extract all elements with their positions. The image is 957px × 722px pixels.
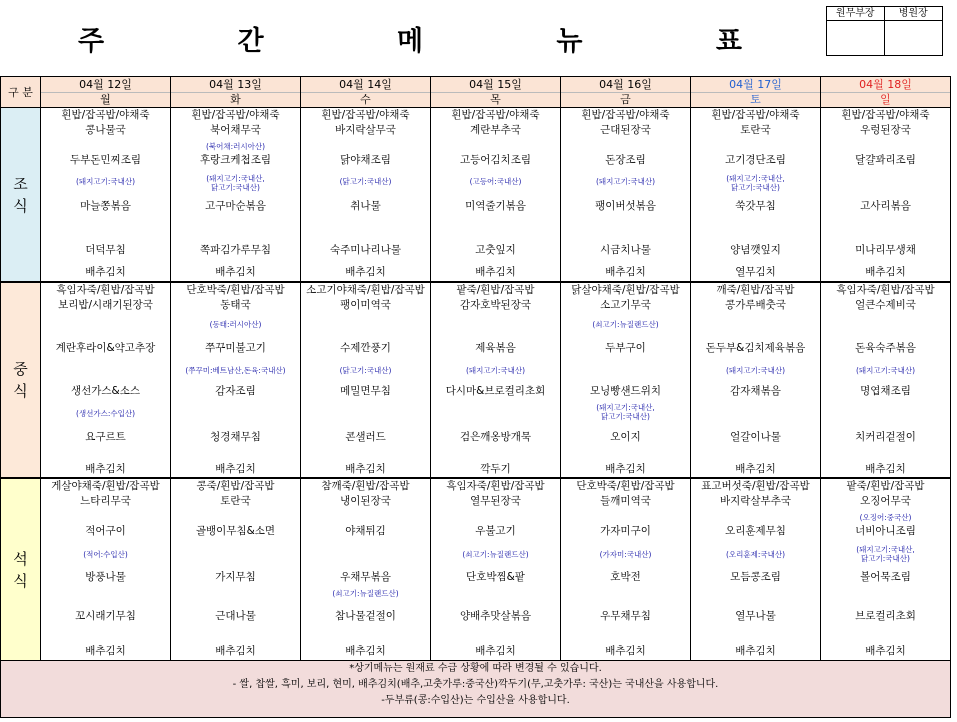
menu-item: 얼큰수제비국 <box>855 299 916 311</box>
day-weekday: 수 <box>360 93 371 106</box>
menu-item: 보리밥/시래기된장국 <box>58 299 153 311</box>
menu-item: 고춧잎지 <box>475 244 516 256</box>
menu-item: 메밀면무침 <box>340 385 391 397</box>
footer-row <box>1 661 951 718</box>
menu-item: 배추김치 <box>605 266 646 278</box>
menu-cell <box>691 108 821 283</box>
menu-item: 호박전 <box>610 571 641 583</box>
menu-item: 배추김치 <box>605 463 646 475</box>
day-weekday: 토 <box>750 93 761 106</box>
menu-item: 골뱅이무침&소면 <box>195 525 276 537</box>
menu-item: 얼갈이나물 <box>730 431 781 443</box>
menu-item: 돈두부&김치제육볶음 <box>705 342 806 354</box>
day-date: 04월 16일 <box>561 77 690 93</box>
meal-row <box>1 478 951 661</box>
menu-item: 후랑크케첩조림 <box>199 154 271 166</box>
menu-item: 가자미구이 <box>600 525 651 537</box>
menu-item: 양념깻잎지 <box>730 244 781 256</box>
menu-item: 생선가스&소스 <box>70 385 141 397</box>
menu-item: 열무김치 <box>735 266 776 278</box>
menu-item: 우채무볶음 <box>340 571 391 583</box>
menu-item: 냉이된장국 <box>340 495 391 507</box>
day-weekday: 화 <box>230 93 241 106</box>
menu-item: 바지락살부추국 <box>719 495 791 507</box>
menu-item: 흰밥/잡곡밥/야채죽 <box>711 109 800 121</box>
day-date: 04월 18일 <box>821 77 950 93</box>
day-header <box>691 77 821 108</box>
origin-note: (돼지고기:국내산) <box>595 177 656 186</box>
menu-item: 배추김치 <box>85 645 126 657</box>
menu-item: 야채튀김 <box>345 525 386 537</box>
day-date: 04월 17일 <box>691 77 820 93</box>
origin-note: (돼지고기:국내산, <box>726 174 785 183</box>
origin-note: (가자미:국내산) <box>599 550 652 559</box>
menu-cell <box>431 108 561 283</box>
day-header <box>821 77 951 108</box>
menu-cell <box>561 478 691 661</box>
page-title: 주 간 메 뉴 표 <box>77 25 804 57</box>
menu-item: 오리훈제무침 <box>725 525 786 537</box>
menu-item: 너비아니조림 <box>855 525 916 537</box>
day-header <box>561 77 691 108</box>
day-weekday: 목 <box>490 93 501 106</box>
menu-item: 열무된장국 <box>470 495 521 507</box>
menu-item: 수제깐풍기 <box>340 342 391 354</box>
menu-item: 우무채무침 <box>600 610 651 622</box>
menu-item: 흰밥/잡곡밥/야채죽 <box>581 109 670 121</box>
meal-label: 조 식 <box>1 108 41 283</box>
menu-item: 팥죽/흰밥/잡곡밥 <box>846 480 925 492</box>
menu-item: 바지락살무국 <box>335 124 396 136</box>
approval-sign-2 <box>885 21 943 55</box>
meal-label: 중 식 <box>1 282 41 478</box>
menu-item: 돈육숙주볶음 <box>855 342 916 354</box>
menu-item: 청경채무침 <box>210 431 261 443</box>
meal-row <box>1 108 951 283</box>
menu-item: 치커리겉절이 <box>855 431 916 443</box>
menu-cell <box>41 282 171 478</box>
menu-item: 제육볶음 <box>475 342 516 354</box>
menu-cell <box>171 108 301 283</box>
origin-note: 닭고기:국내산) <box>861 554 910 563</box>
origin-note: (쇠고기:뉴질랜드산) <box>592 320 659 329</box>
menu-item: 가지무침 <box>215 571 256 583</box>
menu-item: 흰밥/잡곡밥/야채죽 <box>451 109 540 121</box>
menu-item: 게살야채죽/흰밥/잡곡밥 <box>51 480 160 492</box>
footer-notes <box>1 661 951 718</box>
menu-item: 열무나물 <box>735 610 776 622</box>
menu-item: 단호박죽/흰밥/잡곡밥 <box>576 480 675 492</box>
menu-item: 북어채무국 <box>210 124 261 136</box>
menu-item: 배추김치 <box>735 463 776 475</box>
menu-item: 느타리무국 <box>80 495 131 507</box>
menu-cell <box>691 478 821 661</box>
menu-item: 다시마&브로컬리초회 <box>445 385 546 397</box>
menu-cell <box>561 108 691 283</box>
menu-item: 검은깨옹방개묵 <box>459 431 531 443</box>
menu-item: 토란국 <box>740 124 771 136</box>
menu-item: 모닝빵샌드위치 <box>589 385 661 397</box>
menu-cell <box>821 282 951 478</box>
menu-item: 배추김치 <box>215 645 256 657</box>
menu-item: 깍두기 <box>480 463 511 475</box>
menu-cell <box>691 282 821 478</box>
meal-label: 석 식 <box>1 478 41 661</box>
menu-item: 미역줄기볶음 <box>465 200 526 212</box>
menu-item: 소고기야채죽/흰밥/잡곡밥 <box>306 284 425 296</box>
menu-item: 달걀꽈리조림 <box>855 154 916 166</box>
menu-item: 배추김치 <box>345 266 386 278</box>
menu-cell <box>431 478 561 661</box>
meal-row <box>1 282 951 478</box>
weekly-menu-table <box>0 76 951 718</box>
approval-label-2: 병원장 <box>885 7 943 21</box>
origin-note: (북어채:러시아산) <box>205 142 266 151</box>
day-header <box>41 77 171 108</box>
menu-item: 닭살야채죽/흰밥/잡곡밥 <box>571 284 680 296</box>
menu-item: 계란후라이&약고추장 <box>55 342 156 354</box>
menu-item: 방풍나물 <box>85 571 126 583</box>
origin-note: (돼지고기:국내산) <box>75 177 136 186</box>
menu-item: 참깨죽/흰밥/잡곡밥 <box>321 480 410 492</box>
menu-item: 배추김치 <box>345 463 386 475</box>
menu-item: 감자조림 <box>215 385 256 397</box>
origin-note: 닭고기:국내산) <box>601 412 650 421</box>
menu-item: 명엽채조림 <box>860 385 911 397</box>
footer-note: - 쌀, 찹쌀, 흑미, 보리, 현미, 배추김치(배추,고춧가루:중국산)깍두기(무,고춧가루: 국산)는 국내산을 사용합니다. <box>232 679 719 690</box>
menu-item: 닭야채조림 <box>340 154 391 166</box>
menu-item: 흑임자죽/흰밥/잡곡밥 <box>446 480 545 492</box>
origin-note: (동태:러시아산) <box>209 320 262 329</box>
menu-item: 흰밥/잡곡밥/야채죽 <box>841 109 930 121</box>
menu-item: 콩나물국 <box>85 124 126 136</box>
origin-note: (쇠고기:뉴질랜드산) <box>332 589 399 598</box>
menu-item: 배추김치 <box>865 266 906 278</box>
menu-item: 감자채볶음 <box>730 385 781 397</box>
menu-item: 볼어묵조림 <box>860 571 911 583</box>
menu-item: 단호박죽/흰밥/잡곡밥 <box>186 284 285 296</box>
menu-item: 근대나물 <box>215 610 256 622</box>
menu-item: 오징어무국 <box>860 495 911 507</box>
menu-item: 감자호박된장국 <box>459 299 531 311</box>
day-header <box>431 77 561 108</box>
menu-item: 단호박찜&팥 <box>466 571 525 583</box>
day-header <box>171 77 301 108</box>
menu-item: 오이지 <box>610 431 641 443</box>
day-date: 04월 13일 <box>171 77 300 93</box>
menu-item: 팽이미역국 <box>340 299 391 311</box>
menu-item: 콩죽/흰밥/잡곡밥 <box>196 480 275 492</box>
day-date: 04월 14일 <box>301 77 430 93</box>
menu-item: 흰밥/잡곡밥/야채죽 <box>191 109 280 121</box>
origin-note: (생선가스:수입산) <box>75 409 136 418</box>
menu-cell <box>301 108 431 283</box>
menu-item: 돈장조림 <box>605 154 646 166</box>
menu-item: 배추김치 <box>605 645 646 657</box>
origin-note: (쭈꾸미:베트남산,돈육:국내산) <box>185 366 286 375</box>
origin-note: (오징어:중국산) <box>859 513 912 522</box>
menu-item: 고기경단조림 <box>725 154 786 166</box>
menu-item: 우렁된장국 <box>860 124 911 136</box>
menu-item: 마늘쫑볶음 <box>80 200 131 212</box>
menu-cell <box>171 478 301 661</box>
menu-item: 배추김치 <box>215 266 256 278</box>
menu-cell <box>41 478 171 661</box>
menu-cell <box>41 108 171 283</box>
footer-note: *상기메뉴는 원재료 수급 상황에 따라 변경될 수 있습니다. <box>349 663 602 674</box>
day-date: 04월 15일 <box>431 77 560 93</box>
origin-note: (닭고기:국내산) <box>339 177 392 186</box>
menu-item: 우불고기 <box>475 525 516 537</box>
header-row <box>1 77 951 108</box>
menu-item: 두부돈민찌조림 <box>69 154 141 166</box>
menu-item: 쑥갓무침 <box>735 200 776 212</box>
approval-label-1: 원무부장 <box>827 7 885 21</box>
day-weekday: 금 <box>620 93 631 106</box>
menu-cell <box>301 282 431 478</box>
menu-item: 흑임자죽/흰밥/잡곡밥 <box>56 284 155 296</box>
footer-note: -두부류(콩:수입산)는 수입산을 사용합니다. <box>381 695 570 706</box>
menu-item: 참나물겉절이 <box>335 610 396 622</box>
menu-item: 더덕무침 <box>85 244 126 256</box>
approval-sign-1 <box>827 21 885 55</box>
menu-item: 쭈꾸미불고기 <box>205 342 266 354</box>
menu-item: 시금치나물 <box>600 244 651 256</box>
menu-item: 요구르트 <box>85 431 126 443</box>
day-date: 04월 12일 <box>41 77 170 93</box>
menu-item: 동태국 <box>220 299 251 311</box>
origin-note: 닭고기:국내산) <box>731 183 780 192</box>
menu-item: 고등어김치조림 <box>459 154 531 166</box>
origin-note: (오리훈제:국내산) <box>725 550 786 559</box>
menu-item: 팥죽/흰밥/잡곡밥 <box>456 284 535 296</box>
menu-item: 깨죽/흰밥/잡곡밥 <box>716 284 795 296</box>
origin-note: (돼지고기:국내산, <box>206 174 265 183</box>
day-weekday: 일 <box>880 93 891 106</box>
menu-item: 적어구이 <box>85 525 126 537</box>
origin-note: (돼지고기:국내산, <box>596 403 655 412</box>
menu-item: 배추김치 <box>215 463 256 475</box>
menu-item: 꼬시래기무침 <box>75 610 136 622</box>
origin-note: 닭고기:국내산) <box>211 183 260 192</box>
menu-item: 계란부추국 <box>470 124 521 136</box>
menu-item: 배추김치 <box>475 645 516 657</box>
menu-item: 배추김치 <box>345 645 386 657</box>
day-header <box>301 77 431 108</box>
menu-cell <box>171 282 301 478</box>
menu-cell <box>301 478 431 661</box>
menu-item: 미나리무생채 <box>855 244 916 256</box>
origin-note: (돼지고기:국내산) <box>465 366 526 375</box>
menu-cell <box>821 478 951 661</box>
origin-note: (닭고기:국내산) <box>339 366 392 375</box>
menu-cell <box>431 282 561 478</box>
menu-item: 배추김치 <box>865 645 906 657</box>
menu-item: 콘샐러드 <box>345 431 386 443</box>
day-weekday: 월 <box>100 93 111 106</box>
menu-item: 두부구이 <box>605 342 646 354</box>
menu-cell <box>821 108 951 283</box>
origin-note: (고등어:국내산) <box>469 177 522 186</box>
menu-cell <box>561 282 691 478</box>
origin-note: (돼지고기:국내산) <box>855 366 916 375</box>
menu-item: 콩가루배춧국 <box>725 299 786 311</box>
menu-item: 배추김치 <box>735 645 776 657</box>
menu-item: 들깨미역국 <box>600 495 651 507</box>
gubun-header: 구 분 <box>1 77 41 108</box>
menu-item: 토란국 <box>220 495 251 507</box>
menu-item: 표고버섯죽/흰밥/잡곡밥 <box>701 480 810 492</box>
menu-item: 흑임자죽/흰밥/잡곡밥 <box>836 284 935 296</box>
menu-item: 배추김치 <box>865 463 906 475</box>
menu-item: 브로컬리초회 <box>855 610 916 622</box>
menu-item: 모듬콩조림 <box>730 571 781 583</box>
menu-item: 고구마순볶음 <box>205 200 266 212</box>
approval-box <box>826 6 943 56</box>
origin-note: (돼지고기:국내산, <box>856 545 915 554</box>
menu-item: 소고기무국 <box>600 299 651 311</box>
menu-item: 고사리볶음 <box>860 200 911 212</box>
menu-item: 근대된장국 <box>600 124 651 136</box>
menu-item: 배추김치 <box>85 266 126 278</box>
menu-item: 쪽파김가루무침 <box>199 244 271 256</box>
origin-note: (쇠고기:뉴질랜드산) <box>462 550 529 559</box>
menu-item: 배추김치 <box>85 463 126 475</box>
menu-item: 숙주미나리나물 <box>329 244 401 256</box>
menu-item: 양배추맛살볶음 <box>459 610 531 622</box>
menu-item: 취나물 <box>350 200 381 212</box>
menu-item: 흰밥/잡곡밥/야채죽 <box>61 109 150 121</box>
origin-note: (돼지고기:국내산) <box>725 366 786 375</box>
menu-item: 배추김치 <box>475 266 516 278</box>
menu-item: 팽이버섯볶음 <box>595 200 656 212</box>
menu-item: 흰밥/잡곡밥/야채죽 <box>321 109 410 121</box>
origin-note: (적어:수입산) <box>83 550 128 559</box>
